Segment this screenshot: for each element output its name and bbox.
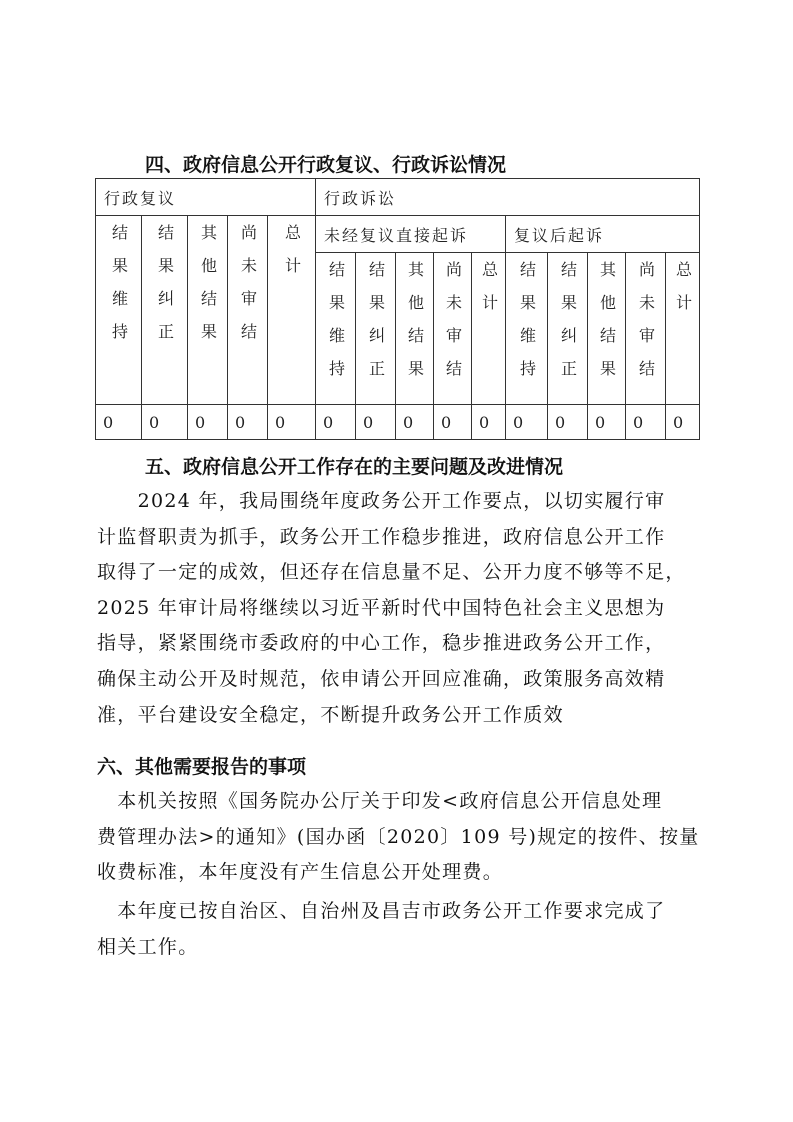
review-group-header: 行政复议 (96, 179, 316, 216)
text-line: 取得了一定的成效，但还存在信息量不足、公开力度不够等不足， (97, 561, 686, 584)
value-cell: 0 (506, 405, 548, 440)
value-cell: 0 (396, 405, 434, 440)
value-cell: 0 (626, 405, 666, 440)
text-line: 费管理办法>的通知》(国办函〔2020〕109 号)规定的按件、按量 (97, 825, 700, 848)
text-line: 本机关按照《国务院办公厅关于印发<政府信息公开信息处理 (97, 790, 663, 812)
text-line: 确保主动公开及时规范，依申请公开回应准确，政策服务高效精 (97, 667, 666, 690)
direct-col-header: 尚未审结 (434, 253, 472, 405)
direct-col-header: 结果纠正 (356, 253, 396, 405)
text-line: 指导，紧紧围绕市委政府的中心工作，稳步推进政务公开工作， (97, 632, 666, 655)
text-line: 本年度已按自治区、自治州及昌吉市政务公开工作要求完成了 (97, 900, 666, 922)
review-col-header: 总计 (268, 216, 316, 405)
table-row (96, 405, 700, 440)
value-cell: 0 (316, 405, 356, 440)
section-6-paragraph-completion (97, 894, 707, 965)
value-cell: 0 (356, 405, 396, 440)
text-line: 收费标准，本年度没有产生信息公开处理费。 (97, 861, 504, 884)
review-col-header: 其他结果 (188, 216, 228, 405)
section-6-title: 六、其他需要报告的事项 (97, 756, 307, 778)
value-cell: 0 (142, 405, 188, 440)
litigation-group-header: 行政诉讼 (316, 179, 700, 216)
value-cell: 0 (666, 405, 700, 440)
value-cell: 0 (96, 405, 142, 440)
text-line: 计监督职责为抓手，政务公开工作稳步推进，政府信息公开工作 (97, 525, 666, 548)
review-litigation-table (95, 178, 700, 440)
direct-col-header: 总计 (472, 253, 506, 405)
section-4-title: 四、政府信息公开行政复议、行政诉讼情况 (145, 154, 507, 176)
review-col-header: 结果维持 (96, 216, 142, 405)
direct-suit-header: 未经复议直接起诉 (316, 216, 506, 253)
text-line: 相关工作。 (97, 935, 199, 958)
after-review-suit-header: 复议后起诉 (506, 216, 700, 253)
value-cell: 0 (472, 405, 506, 440)
direct-col-header: 其他结果 (396, 253, 434, 405)
after-col-header: 其他结果 (588, 253, 626, 405)
value-cell: 0 (588, 405, 626, 440)
value-cell: 0 (548, 405, 588, 440)
value-cell: 0 (268, 405, 316, 440)
value-cell: 0 (188, 405, 228, 440)
direct-col-header: 结果维持 (316, 253, 356, 405)
review-col-header: 尚未审结 (228, 216, 268, 405)
text-line: 准，平台建设安全稳定，不断提升政务公开工作质效 (97, 703, 564, 726)
section-5-title: 五、政府信息公开工作存在的主要问题及改进情况 (145, 456, 564, 478)
text-line: 2025 年审计局将继续以习近平新时代中国特色社会主义思想为 (97, 596, 666, 619)
value-cell: 0 (434, 405, 472, 440)
value-cell: 0 (228, 405, 268, 440)
after-col-header: 结果纠正 (548, 253, 588, 405)
section-6-paragraph-fee (97, 784, 707, 891)
text-line: 2024 年，我局围绕年度政务公开工作要点，以切实履行审 (97, 490, 666, 512)
after-col-header: 总计 (666, 253, 700, 405)
section-5-paragraph (97, 484, 707, 733)
after-col-header: 结果维持 (506, 253, 548, 405)
review-col-header: 结果纠正 (142, 216, 188, 405)
after-col-header: 尚未审结 (626, 253, 666, 405)
